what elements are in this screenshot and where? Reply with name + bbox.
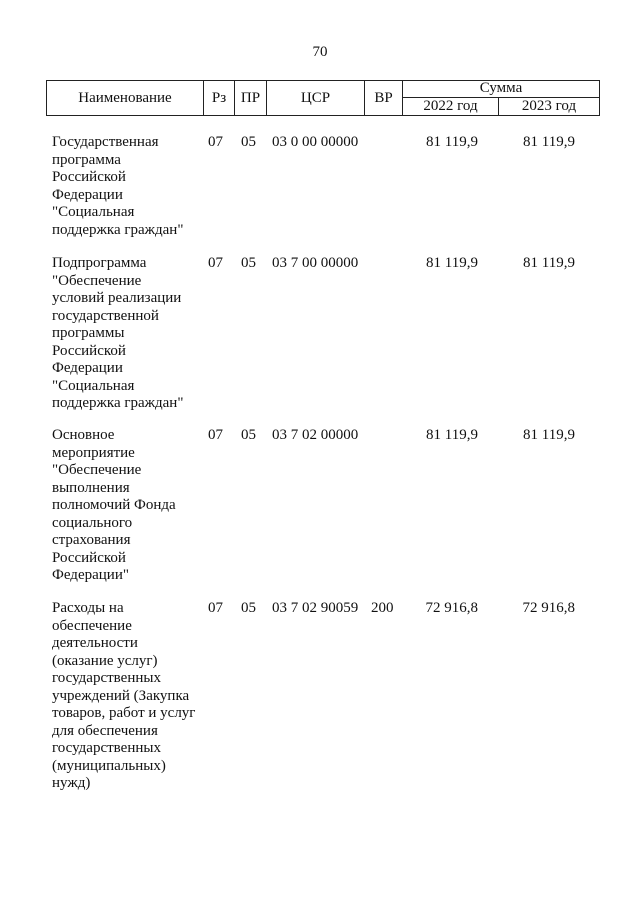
row-sum-2023: 81 119,9: [523, 255, 575, 271]
row-name: Подпрограмма "Обеспечение условий реализации государственной программы Российской Федерации "Социальная поддержка граждан": [52, 255, 184, 411]
row-sum-2022: 81 119,9: [426, 427, 478, 443]
page-number: 70: [312, 44, 328, 60]
row-sum-2022: 72 916,8: [425, 600, 478, 616]
header-rz: Рз: [211, 89, 227, 106]
row-pr: 05: [241, 600, 256, 616]
header-year-2023: 2023 год: [521, 98, 577, 114]
row-csr: 03 7 02 00000: [272, 427, 359, 443]
header-vr: ВР: [374, 89, 393, 106]
row-rz: 07: [208, 600, 223, 616]
row-pr: 05: [241, 255, 256, 271]
header-sum: Сумма: [479, 80, 523, 96]
row-sum-2023: 81 119,9: [523, 134, 575, 150]
row-rz: 07: [208, 255, 223, 271]
row-csr: 03 7 00 00000: [272, 255, 359, 271]
row-rz: 07: [208, 427, 223, 443]
row-csr: 03 0 00 00000: [272, 134, 359, 150]
row-name: Расходы на обеспечение деятельности (оказание услуг) государственных учреждений (Закупка товаров, работ и услуг для обеспечения государственных (муниципальных) нужд): [52, 600, 196, 791]
row-name: Основное мероприятие "Обеспечение выполнения полномочий Фонда социального страхования Российской Федерации": [52, 427, 176, 583]
row-pr: 05: [241, 427, 256, 443]
row-csr: 03 7 02 90059: [272, 600, 359, 616]
header-name: Наименование: [78, 89, 172, 106]
row-pr: 05: [241, 134, 256, 150]
header-pr: ПР: [240, 89, 261, 106]
row-name: Государственная программа Российской Федерации "Социальная поддержка граждан": [52, 134, 184, 238]
row-sum-2023: 72 916,8: [522, 600, 575, 616]
header-bottom-border: [46, 115, 600, 116]
row-vr: 200: [371, 600, 394, 616]
row-sum-2022: 81 119,9: [426, 134, 478, 150]
row-sum-2023: 81 119,9: [523, 427, 575, 443]
row-sum-2022: 81 119,9: [426, 255, 478, 271]
row-rz: 07: [208, 134, 223, 150]
header-right-border: [599, 80, 600, 116]
table-header: [46, 80, 600, 116]
header-year-2022: 2022 год: [423, 98, 478, 114]
header-csr: ЦСР: [300, 89, 331, 106]
